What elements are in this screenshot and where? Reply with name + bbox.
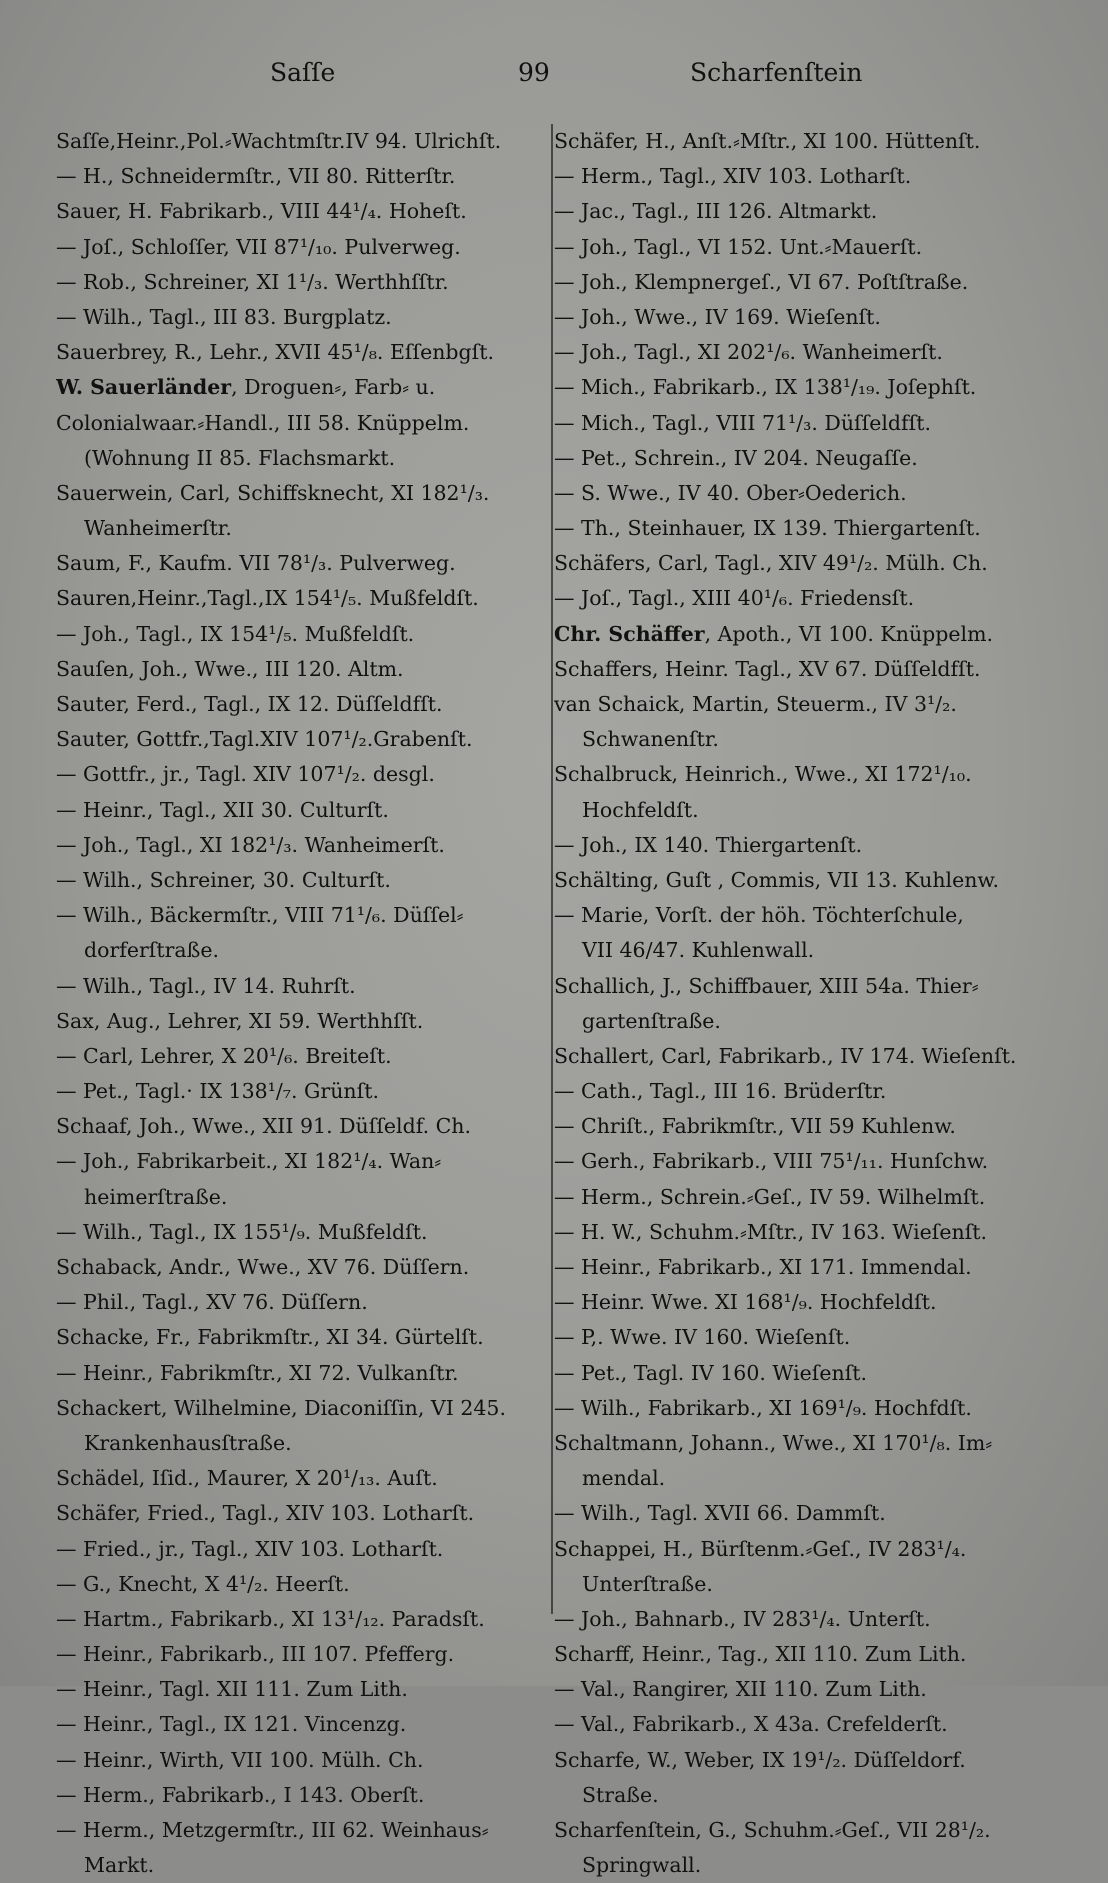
header-right-catchword: Scharfenſtein	[690, 58, 863, 87]
directory-entry-line: — Chriſt., Fabrikmſtr., VII 59 Kuhlenw.	[554, 1114, 956, 1139]
directory-entry-line: Schäfer, Fried., Tagl., XIV 103. Lotharſt.	[56, 1501, 475, 1526]
directory-entry-line: — Th., Steinhauer, IX 139. Thiergartenſt.	[554, 516, 981, 541]
directory-entry-line: Markt.	[84, 1853, 155, 1878]
column-divider	[551, 124, 553, 1614]
directory-entry-line: — Joſ., Tagl., XIII 40¹/₆. Friedensſt.	[554, 586, 915, 611]
directory-entry-line: — Phil., Tagl., XV 76. Düſſern.	[56, 1290, 368, 1315]
directory-entry-line: — H., Schneidermſtr., VII 80. Ritterſtr.	[56, 164, 456, 189]
directory-entry-line: Straße.	[582, 1782, 659, 1807]
directory-entry-line: — Herm., Schrein.⸗Geſ., IV 59. Wilhelmſt.	[554, 1184, 986, 1209]
directory-entry-line: Hochfeldſt.	[582, 797, 699, 822]
directory-entry-line: — Joh., Wwe., IV 169. Wieſenſt.	[554, 304, 881, 329]
directory-entry-line: — Herm., Metzgermſtr., III 62. Weinhaus⸗	[56, 1818, 489, 1842]
directory-entry-line: Schallich, J., Schiffbauer, XIII 54a. Thier⸗	[554, 973, 979, 998]
directory-entry-line: Sauerwein, Carl, Schiffsknecht, XI 182¹/₃.	[56, 480, 490, 505]
directory-entry-line: — Val., Rangirer, XII 110. Zum Lith.	[554, 1677, 927, 1702]
directory-entry-line: — Jac., Tagl., III 126. Altmarkt.	[554, 199, 878, 224]
header-left-catchword: Saſſe	[270, 58, 336, 87]
directory-entry-line: Scharff, Heinr., Tag., XII 110. Zum Lith.	[554, 1642, 967, 1667]
directory-entry-line: — Wilh., Tagl., IV 14. Ruhrſt.	[56, 973, 356, 998]
directory-entry-line: heimerſtraße.	[84, 1184, 228, 1209]
directory-entry-line: — Heinr., Tagl. XII 111. Zum Lith.	[56, 1677, 408, 1702]
left-column	[56, 124, 548, 1883]
page-header	[60, 58, 1048, 98]
directory-entry-line: — Val., Fabrikarb., X 43a. Crefelderſt.	[554, 1712, 948, 1737]
directory-entry-line: Schappei, H., Bürſtenm.⸗Geſ., IV 283¹/₄.	[554, 1536, 967, 1561]
directory-entry-line: — Heinr., Fabrikmſtr., XI 72. Vulkanſtr.	[56, 1360, 459, 1385]
directory-entry-line: — Heinr. Wwe. XI 168¹/₉. Hochfeldſt.	[554, 1290, 937, 1315]
directory-entry-line: — Marie, Vorſt. der höh. Töchterſchule,	[554, 903, 964, 928]
directory-entry-line: Saum, F., Kaufm. VII 78¹/₃. Pulverweg.	[56, 551, 456, 576]
directory-entry-line: — Heinr., Tagl., XII 30. Culturſt.	[56, 797, 389, 822]
page-number: 99	[518, 58, 550, 87]
directory-entry-line: — Fried., jr., Tagl., XIV 103. Lotharſt.	[56, 1536, 444, 1561]
directory-entry-line: — Gerh., Fabrikarb., VIII 75¹/₁₁. Hunſchw.	[554, 1149, 989, 1174]
directory-entry-line: Schaffers, Heinr. Tagl., XV 67. Düſſeldfſt.	[554, 656, 981, 681]
directory-entry-line: — Joh., Tagl., XI 202¹/₆. Wanheimerſt.	[554, 340, 943, 365]
directory-entry-line: Schäfer, H., Anſt.⸗Mſtr., XI 100. Hüttenſt.	[554, 129, 981, 153]
directory-entry-line: Schäfers, Carl, Tagl., XIV 49¹/₂. Mülh. Ch.	[554, 551, 988, 576]
directory-entry-line: — Wilh., Tagl. XVII 66. Dammſt.	[554, 1501, 886, 1526]
directory-entry-line: — Joh., Tagl., XI 182¹/₃. Wanheimerſt.	[56, 832, 445, 857]
directory-entry-line: — Joh., Klempnergeſ., VI 67. Poſtſtraße.	[554, 269, 969, 294]
directory-entry-line: — Pet., Tagl. IV 160. Wieſenſt.	[554, 1360, 868, 1385]
directory-entry-line: gartenſtraße.	[582, 1008, 721, 1033]
directory-entry-line: Scharfenſtein, G., Schuhm.⸗Geſ., VII 28¹/₂.	[554, 1818, 991, 1842]
directory-entry-line: Scharfe, W., Weber, IX 19¹/₂. Düſſeldorf.	[554, 1747, 966, 1772]
directory-entry-line: — Mich., Tagl., VIII 71¹/₃. Düſſeldfſt.	[554, 410, 931, 435]
directory-entry-line: — Joh., Bahnarb., IV 283¹/₄. Unterſt.	[554, 1606, 931, 1631]
directory-entry-line: — Herm., Fabrikarb., I 143. Oberſt.	[56, 1782, 425, 1807]
directory-entry-line: — Heinr., Tagl., IX 121. Vincenzg.	[56, 1712, 407, 1737]
directory-entry-line: — Gottfr., jr., Tagl. XIV 107¹/₂. desgl.	[56, 762, 435, 787]
directory-entry-line: van Schaick, Martin, Steuerm., IV 3¹/₂.	[554, 692, 957, 716]
directory-entry-line: — Wilh., Fabrikarb., XI 169¹/₉. Hochfdſt.	[554, 1395, 972, 1420]
directory-entry-line: Sauter, Gottfr.,Tagl.XIV 107¹/₂.Grabenſt.	[56, 727, 473, 752]
directory-entry-line: Sauter, Ferd., Tagl., IX 12. Düſſeldfſt.	[56, 692, 443, 716]
directory-entry-line: Sauren,Heinr.,Tagl.,IX 154¹/₅. Mußfeldſt.	[56, 586, 479, 611]
directory-entry-line: — Heinr., Fabrikarb., XI 171. Immendal.	[554, 1255, 972, 1279]
directory-entry-line: — Wilh., Tagl., III 83. Burgplatz.	[56, 304, 392, 329]
directory-entry-line: — Joh., Tagl., VI 152. Unt.⸗Mauerſt.	[554, 234, 923, 259]
directory-entry-line: — Joh., Tagl., IX 154¹/₅. Mußfeldſt.	[56, 621, 415, 646]
directory-entry-line: — S. Wwe., IV 40. Ober⸗Oederich.	[554, 480, 907, 505]
directory-entry-line: W. Sauerländer, Droguen⸗, Farb⸗ u.	[56, 375, 436, 400]
directory-entry-line: VII 46/47. Kuhlenwall.	[582, 938, 815, 963]
directory-entry-line: Chr. Schäffer, Apoth., VI 100. Knüppelm.	[554, 621, 994, 646]
directory-entry-line: — Carl, Lehrer, X 20¹/₆. Breiteſt.	[56, 1043, 392, 1068]
directory-entry-line: Schwanenſtr.	[582, 727, 719, 752]
directory-entry-line: — Joh., IX 140. Thiergartenſt.	[554, 832, 863, 857]
directory-entry-line: — Pet., Schrein., IV 204. Neugaſſe.	[554, 445, 918, 470]
directory-entry-line: — Wilh., Tagl., IX 155¹/₉. Mußfeldſt.	[56, 1219, 428, 1244]
directory-entry-line: Springwall.	[582, 1853, 702, 1878]
directory-entry-line: — Wilh., Schreiner, 30. Culturſt.	[56, 867, 391, 892]
right-column	[554, 124, 1064, 1883]
directory-entry-line: — Rob., Schreiner, XI 1¹/₃. Werthhſſtr.	[56, 269, 449, 294]
directory-entry-line: Saſſe,Heinr.,Pol.⸗Wachtmſtr.IV 94. Ulrichſt.	[56, 129, 502, 153]
directory-entry-line: — Cath., Tagl., III 16. Brüderſtr.	[554, 1079, 887, 1104]
directory-entry-line: mendal.	[582, 1466, 666, 1491]
directory-entry-line: Wanheimerſtr.	[84, 516, 232, 541]
directory-entry-line: — Joh., Fabrikarbeit., XI 182¹/₄. Wan⸗	[56, 1149, 442, 1174]
directory-entry-line: Schacke, Fr., Fabrikmſtr., XI 34. Gürtelſt.	[56, 1325, 484, 1350]
directory-entry-line: Schaaf, Joh., Wwe., XII 91. Düſſeldf. Ch.	[56, 1114, 472, 1139]
directory-entry-line: — G., Knecht, X 4¹/₂. Heerſt.	[56, 1571, 350, 1596]
directory-entry-line: Schaltmann, Johann., Wwe., XI 170¹/₈. Im⸗	[554, 1430, 993, 1455]
directory-entry-line: Schalbruck, Heinrich., Wwe., XI 172¹/₁₀.	[554, 762, 972, 787]
directory-entry-line: dorferſtraße.	[84, 938, 219, 963]
directory-entry-line: Schallert, Carl, Fabrikarb., IV 174. Wieſenſt.	[554, 1043, 1017, 1068]
directory-entry-line: — Joſ., Schloſſer, VII 87¹/₁₀. Pulverweg.	[56, 234, 461, 259]
directory-entry-line: Schaback, Andr., Wwe., XV 76. Düſſern.	[56, 1255, 470, 1279]
directory-entry-line: — Herm., Tagl., XIV 103. Lotharſt.	[554, 164, 912, 189]
directory-entry-line: Sauerbrey, R., Lehr., XVII 45¹/₈. Eſſenbgſt.	[56, 340, 495, 365]
directory-entry-line: — H. W., Schuhm.⸗Mſtr., IV 163. Wieſenſt.	[554, 1219, 988, 1244]
directory-entry-line: Sauſen, Joh., Wwe., III 120. Altm.	[56, 656, 404, 681]
directory-entry-line: Schälting, Guſt , Commis, VII 13. Kuhlenw.	[554, 867, 1000, 892]
directory-entry-line: — Pet., Tagl.· IX 138¹/₇. Grünſt.	[56, 1079, 379, 1104]
directory-entry-line: Colonialwaar.⸗Handl., III 58. Knüppelm.	[56, 410, 470, 435]
directory-entry-line: Sauer, H. Fabrikarb., VIII 44¹/₄. Hoheſt.	[56, 199, 467, 224]
directory-entry-line: — Heinr., Wirth, VII 100. Mülh. Ch.	[56, 1747, 424, 1772]
directory-entry-line: (Wohnung II 85. Flachsmarkt.	[84, 445, 396, 470]
directory-entry-line: Krankenhausſtraße.	[84, 1430, 292, 1455]
directory-entry-line: Schädel, Iſid., Maurer, X 20¹/₁₃. Auſt.	[56, 1466, 438, 1491]
directory-entry-line: — Heinr., Fabrikarb., III 107. Pfefferg.	[56, 1642, 455, 1667]
directory-entry-line: — Wilh., Bäckermſtr., VIII 71¹/₆. Düſſel⸗	[56, 903, 464, 928]
directory-entry-line: — P,. Wwe. IV 160. Wieſenſt.	[554, 1325, 851, 1350]
directory-entry-line: Schackert, Wilhelmine, Diaconiſſin, VI 245.	[56, 1395, 506, 1420]
directory-entry-line: Unterſtraße.	[582, 1571, 713, 1596]
directory-entry-line: — Mich., Fabrikarb., IX 138¹/₁₉. Joſephſt.	[554, 375, 977, 400]
directory-entry-line: — Hartm., Fabrikarb., XI 13¹/₁₂. Paradsſt.	[56, 1606, 485, 1631]
directory-entry-line: Sax, Aug., Lehrer, XI 59. Werthhſſt.	[56, 1008, 424, 1033]
